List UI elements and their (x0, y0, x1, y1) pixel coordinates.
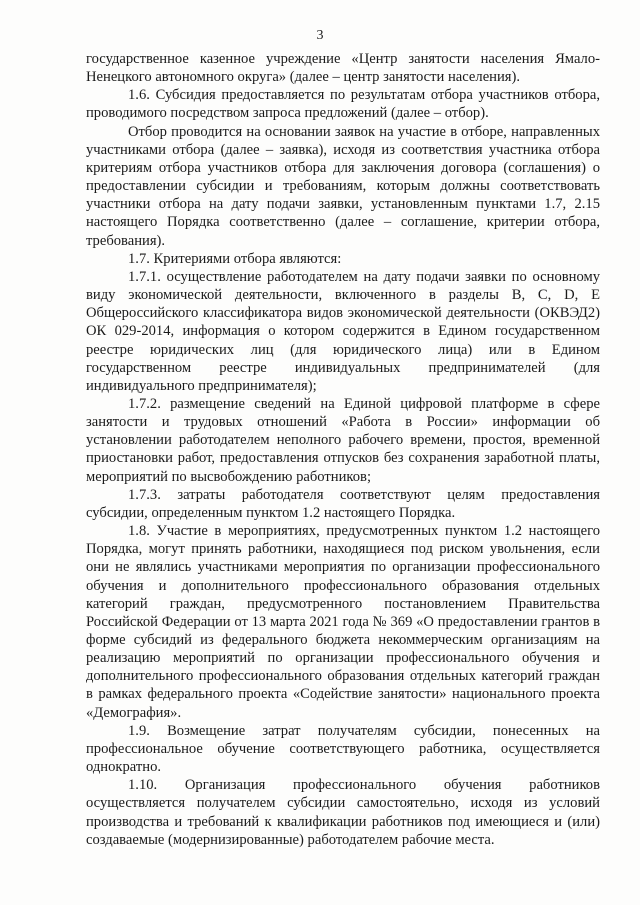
paragraph-1-9: 1.9. Возмещение затрат получателям субсидии, понесенных на профессиональное обучение соответствующего работника, осуществляется однократно. (86, 722, 600, 776)
paragraph-selection-basis: Отбор проводится на основании заявок на участие в отборе, направленных участниками отбора (далее – заявка), исходя из соответствия участника отбора критериям отбора участников отбора для заключения договора (соглашения) о предоставлении субсидии и требованиям, которым должны соответствовать участники отбора на дату подачи заявки, установленным пунктами 1.7, 2.15 настоящего Порядка соответственно (далее – соглашение, критерии отбора, требования). (86, 123, 600, 249)
paragraph-1-8: 1.8. Участие в мероприятиях, предусмотренных пунктом 1.2 настоящего Порядка, могут принять работники, находящиеся под риском увольнения, если они не являлись участниками мероприятия по организации профессионального обучения и дополнительного профессионального образования отдельных категорий граждан, предусмотренного постановлением Правительства Российской Федерации от 13 марта 2021 года № 369 «О предоставлении грантов в форме субсидий из федерального бюджета некоммерческим организациям на реализацию мероприятий по организации профессионального обучения и дополнительного профессионального образования отдельных категорий граждан в рамках федерального проекта «Содействие занятости» национального проекта «Демография». (86, 523, 600, 721)
paragraph-center-name: государственное казенное учреждение «Центр занятости населения Ямало-Ненецкого автономного округа» (далее – центр занятости населения). (86, 51, 600, 86)
paragraph-1-7-1: 1.7.1. осуществление работодателем на дату подачи заявки по основному виду экономической деятельности, включенного в разделы B, C, D, E Общероссийского классификатора видов экономической деятельности (ОКВЭД2) ОК 029-2014, информация о котором содержится в Едином государственном реестре юридических лиц (для юридического лица) или в Едином государственном реестре индивидуальных предпринимателей (для индивидуального предпринимателя); (86, 268, 600, 394)
paragraph-1-10: 1.10. Организация профессионального обучения работников осуществляется получателем субсидии самостоятельно, исходя из условий производства и требований к квалификации работников под имеющиеся и (или) создаваемые (модернизированные) работодателем рабочие места. (86, 777, 600, 848)
paragraph-1-7-3: 1.7.3. затраты работодателя соответствуют целям предоставления субсидии, определенным пунктом 1.2 настоящего Порядка. (86, 486, 600, 521)
paragraph-1-7: 1.7. Критериями отбора являются: (128, 250, 342, 267)
paragraph-1-7-2: 1.7.2. размещение сведений на Единой цифровой платформе в сфере занятости и трудовых отношений «Работа в России» информации об установлении работодателем неполного рабочего времени, простоя, временной приостановки работ, предоставления отпусков без сохранения заработной платы, мероприятий по высвобождению работников; (86, 395, 600, 485)
document-body (86, 50, 600, 849)
page-number: 3 (316, 28, 324, 43)
paragraph-1-6: 1.6. Субсидия предоставляется по результатам отбора участников отбора, проводимого посредством запроса предложений (далее – отбор). (86, 87, 600, 122)
